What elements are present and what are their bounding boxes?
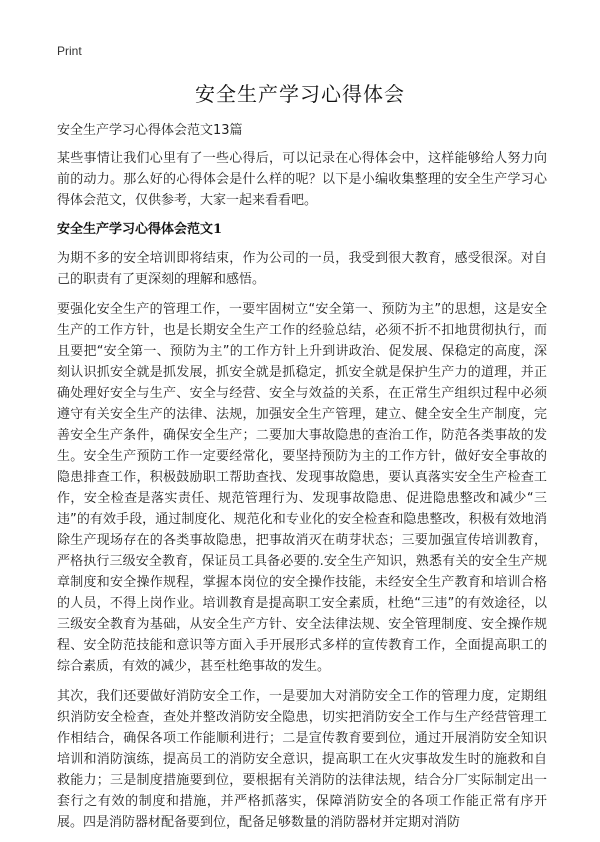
intro-paragraph: 某些事情让我们心里有了一些心得后，可以记录在心得体会中，这样能够给人努力向前的动力。那么好的心得体会是什么样的呢？以下是小编收集整理的安全生产学习心得体会范文，仅供参考，大家一起来看看吧。 [57, 151, 547, 208]
body-paragraph: 为期不多的安全培训即将结束，作为公司的一员，我受到很大教育，感受很深。对自己的职责有了更深刻的理解和感悟。 [57, 251, 547, 287]
body-paragraph: 要强化安全生产的管理工作，一要牢固树立“安全第一、预防为主”的思想，这是安全生产的工作方针，也是长期安全生产工作的经验总结，必须不折不扣地贯彻执行，而且要把“安全第一、预防为主”的工作方针上升到讲政治、促发展、保稳定的高度，深刻认识抓安全就是抓发展，抓安全就是抓稳定，抓安全就是保护生产力的道理，并正确处理好安全与生产、安全与经营、安全与效益的关系，在正常生产组织过程中必须遵守有关安全生产的法律、法规，加强安全生产管理，建立、健全安全生产制度，完善安全生产条件，确保安全生产；二要加大事故隐患的查治工作，防范各类事故的发生。安全生产预防工作一定要经常化，要坚持预防为主的工作方针，做好安全事故的隐患排查工作，积极鼓励职工帮助查找、发现事故隐患，要认真落实安全生产检查工作，安全检查是落实责任、规范管理行为、发现事故隐患、促进隐患整改和减少“三违”的有效手段，通过制度化、规范化和专业化的安全检查和隐患整改，积极有效地消除生产现场存在的各类事故隐患，把事故消灭在萌芽状态；三要加强宣传培训教育，严格执行三级安全教育，保证员工具备必要的.安全生产知识，熟悉有关的安全生产规章制度和安全操作规程，掌握本岗位的安全操作技能，未经安全生产教育和培训合格的人员，不得上岗作业。培训教育是提高职工安全素质，杜绝“三违”的有效途径，以三级安全教育为基础，从安全生产方针、安全法律法规、安全管理制度、安全操作规程、安全防范技能和意识等方面入手开展形式多样的宣传教育工作，全面提高职工的综合素质，有效的减少，甚至杜绝事故的发生。 [57, 302, 547, 674]
print-link[interactable]: Print [57, 44, 82, 58]
page-title: 安全生产学习心得体会 [195, 82, 405, 106]
body-paragraph: 其次，我们还要做好消防安全工作，一是要加大对消防安全工作的管理力度，定期组织消防安全检查，查处并整改消防安全隐患，切实把消防安全工作与生产经营管理工作相结合，确保各项工作能顺利进行；二是宣传教育要到位，通过开展消防安全知识培训和消防演练，提高员工的消防安全意识，提高职工在火灾事故发生时的施救和自救能力；三是制度措施要到位，要根据有关消防的法律法规，结合分厂实际制定出一套行之有效的制度和措施，并严格抓落实，保障消防安全的各项工作能正常有序开展。四是消防器材配备要到位，配备足够数量的消防器材并定期对消防 [57, 689, 547, 830]
section-heading: 安全生产学习心得体会范文1 [57, 222, 223, 237]
article-body [57, 148, 547, 842]
document-subtitle: 安全生产学习心得体会范文13篇 [57, 123, 243, 138]
